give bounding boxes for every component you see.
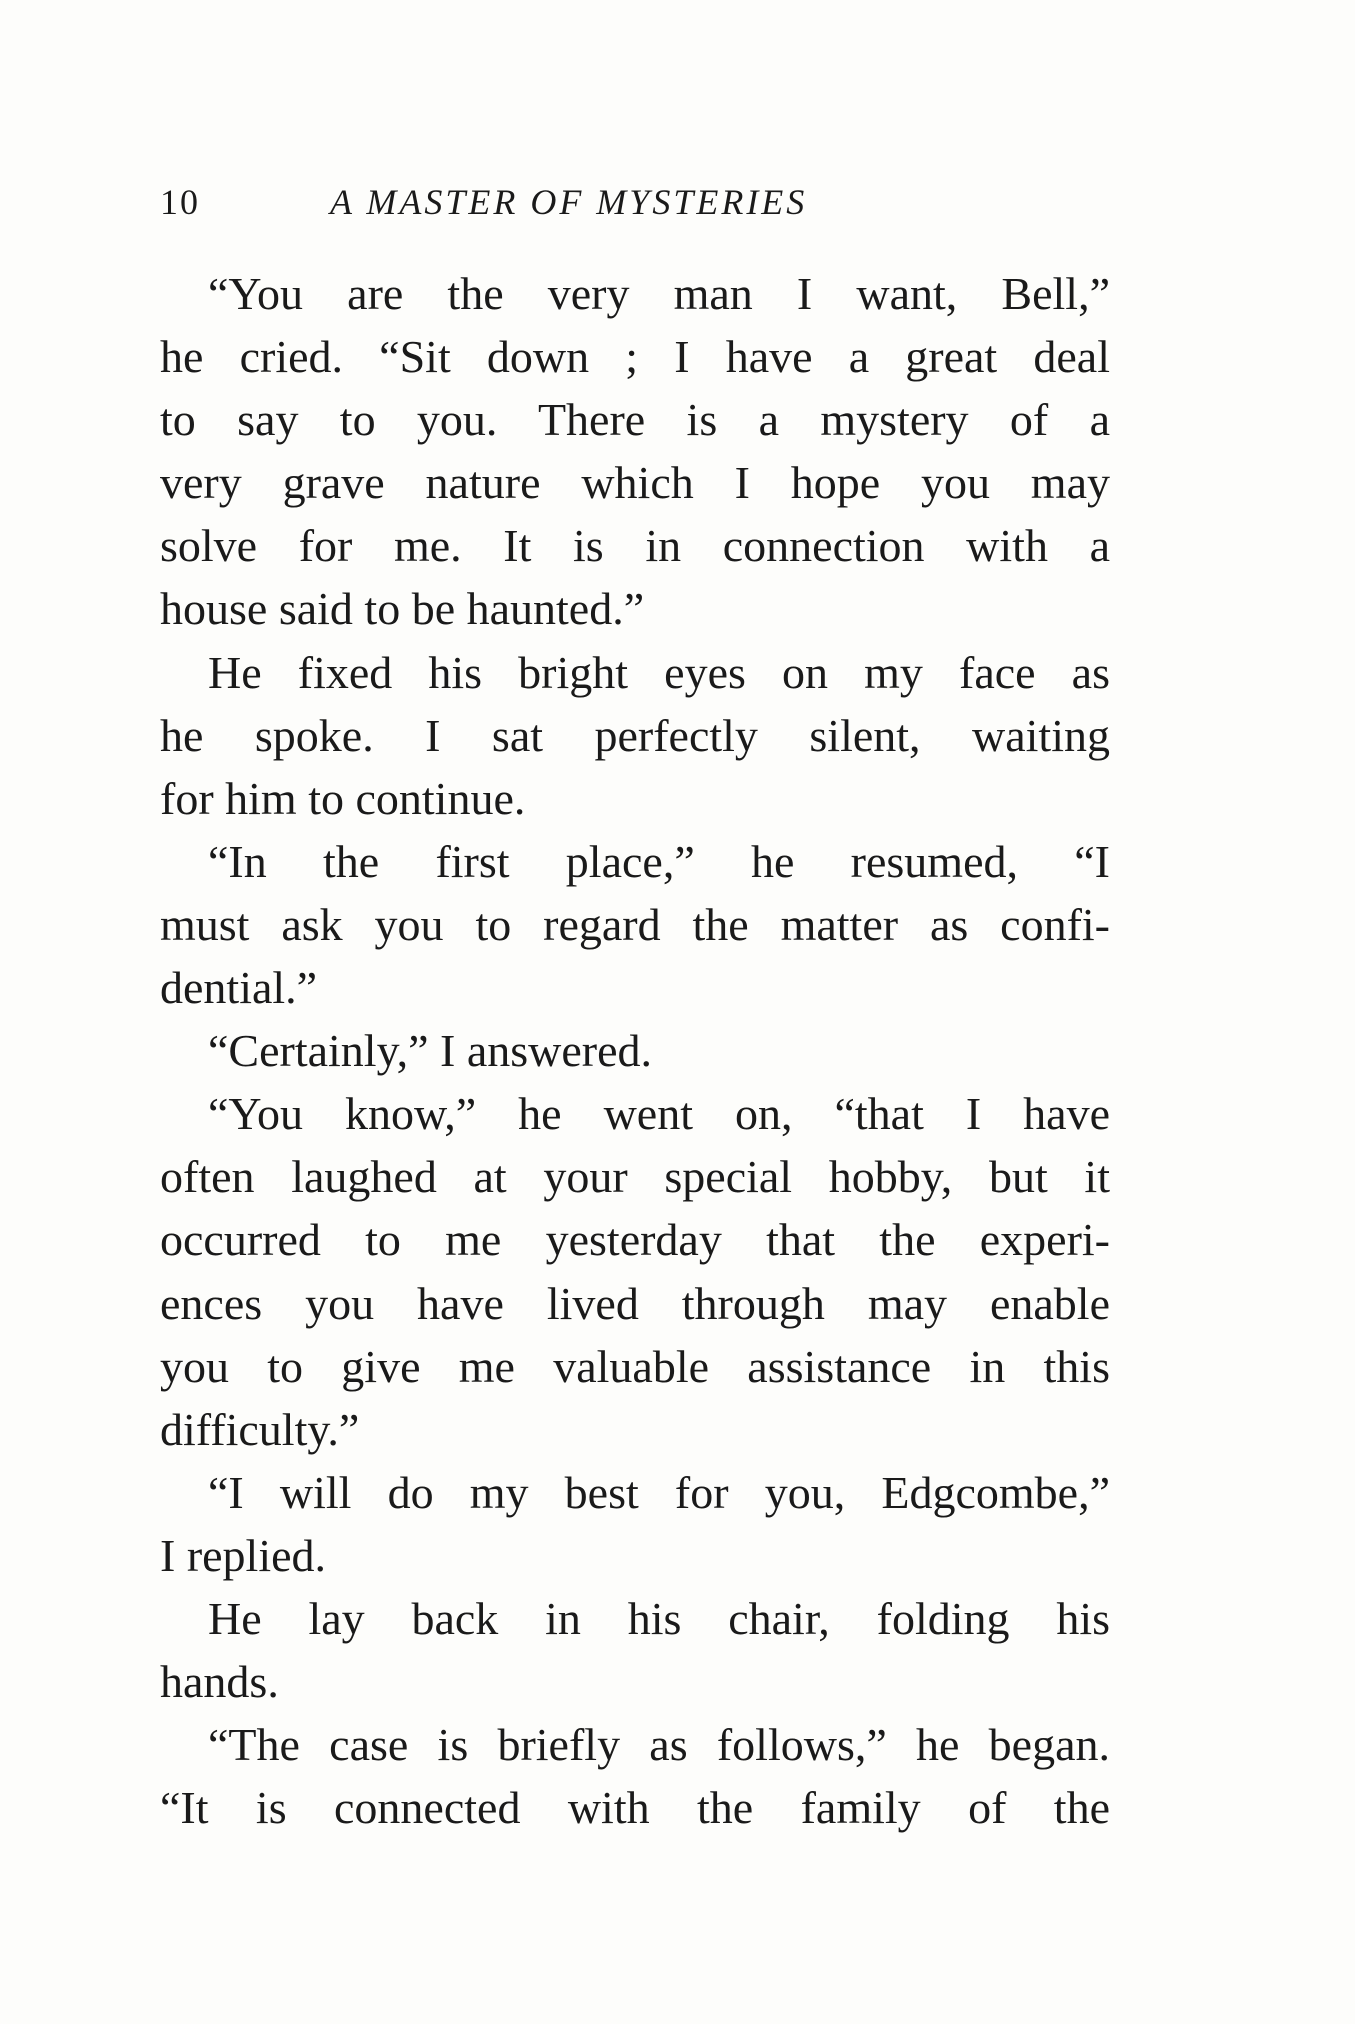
text-line: solve for me. It is in connection with a bbox=[160, 520, 1110, 572]
text-line: must ask you to regard the matter as confi- bbox=[160, 898, 1110, 950]
page-header bbox=[160, 176, 1110, 228]
text-line: very grave nature which I hope you may bbox=[160, 457, 1110, 509]
text-line: “The case is briefly as follows,” he began. bbox=[208, 1719, 1110, 1771]
text-line: ences you have lived through may enable bbox=[160, 1277, 1110, 1329]
text-line: occurred to me yesterday that the experi- bbox=[160, 1214, 1110, 1266]
text-line: “It is connected with the family of the bbox=[160, 1782, 1110, 1834]
text-line: “You are the very man I want, Bell,” bbox=[208, 268, 1110, 319]
text-line: for him to continue. bbox=[160, 772, 526, 824]
text-line: he spoke. I sat perfectly silent, waiting bbox=[160, 709, 1110, 761]
text-line: He fixed his bright eyes on my face as bbox=[208, 646, 1110, 698]
text-line: you to give me valuable assistance in this bbox=[160, 1340, 1110, 1392]
text-line: difficulty.” bbox=[160, 1403, 360, 1455]
text-line: “Certainly,” I answered. bbox=[208, 1025, 653, 1077]
text-line: “In the first place,” he resumed, “I bbox=[208, 835, 1110, 887]
page-number: 10 bbox=[160, 182, 200, 222]
text-line: house said to be haunted.” bbox=[160, 583, 645, 635]
body-text bbox=[160, 262, 1110, 1839]
text-line: hands. bbox=[160, 1656, 279, 1708]
text-line: I replied. bbox=[160, 1529, 327, 1581]
text-line: He lay back in his chair, folding his bbox=[208, 1592, 1110, 1644]
text-line: to say to you. There is a mystery of a bbox=[160, 394, 1110, 446]
text-line: often laughed at your special hobby, but it bbox=[160, 1151, 1110, 1203]
text-line: “You know,” he went on, “that I have bbox=[208, 1088, 1110, 1140]
text-line: dential.” bbox=[160, 962, 318, 1014]
text-line: he cried. “Sit down ; I have a great deal bbox=[160, 331, 1110, 383]
text-line: “I will do my best for you, Edgcombe,” bbox=[208, 1466, 1110, 1518]
running-title: A MASTER OF MYSTERIES bbox=[330, 182, 808, 222]
